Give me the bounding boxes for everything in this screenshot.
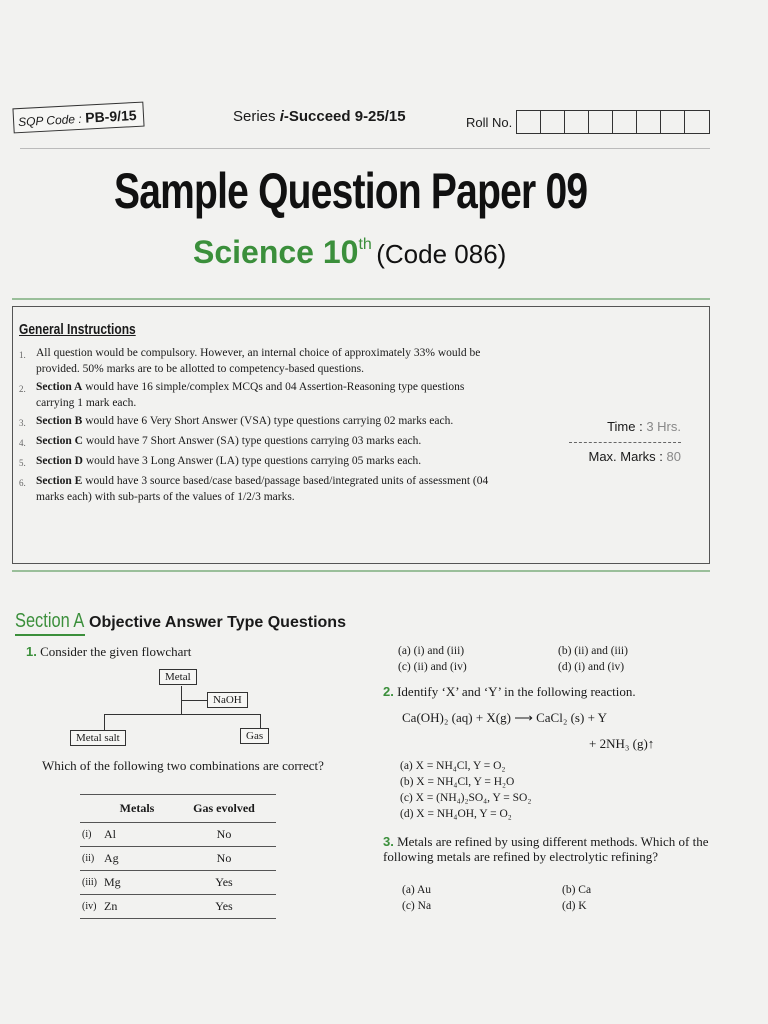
option-b: (b) X = NH₄Cl, Y = H₂O	[400, 776, 515, 788]
instruction-item: 6. Section E would have 3 source based/case based/passage based/integrated units of assessment (04 marks each) with sub-parts of the values of 1/2/3 marks.	[19, 475, 489, 503]
table-row: (iii) Mg Yes	[80, 871, 276, 895]
option-b: (b) (ii) and (iii)	[558, 645, 628, 657]
sqp-code-value: PB-9/15	[84, 106, 137, 126]
option-c: (c) (ii) and (iv)	[398, 661, 467, 673]
question-2-options	[400, 758, 700, 822]
instruction-item: 2. Section A would have 16 simple/complex MCQs and 04 Assertion-Reasoning type questions carrying 1 mark each.	[19, 381, 465, 409]
table-row: (i) Al No	[80, 823, 276, 847]
sqp-code-box	[12, 102, 144, 134]
question-1: 1. Consider the given flowchart	[26, 644, 192, 659]
instructions-heading: General Instructions	[19, 321, 136, 338]
option-b: (b) Ca	[562, 884, 592, 896]
question-3: 3. Metals are refined by using different methods. Which of the following metals are refined by electrolytic refining?	[383, 834, 709, 864]
roll-number-boxes	[516, 110, 710, 134]
section-heading	[15, 610, 346, 633]
option-c: (c) X = (NH₄)₂SO₄, Y = SO₂	[400, 792, 532, 804]
option-a: (a) X = NH₄Cl, Y = O₂	[400, 760, 506, 772]
flow-naoh: NaOH	[207, 692, 248, 708]
instruction-item: 4. Section C would have 7 Short Answer (SA) type questions carrying 03 marks each.	[19, 435, 422, 448]
question-2: 2. Identify ‘X’ and ‘Y’ in the following reaction.	[383, 684, 636, 699]
flow-metal: Metal	[159, 669, 197, 685]
header-divider	[20, 148, 710, 149]
sqp-code-label: SQP Code :	[17, 111, 83, 130]
metals-table	[80, 794, 276, 919]
option-d: (d) (i) and (iv)	[558, 661, 625, 673]
section-title: Objective Answer Type Questions	[89, 614, 346, 631]
general-instructions-box	[12, 298, 710, 572]
section-label: Section A	[15, 610, 85, 632]
option-d: (d) K	[562, 900, 587, 912]
question-1-stem: Which of the following two combinations are correct?	[42, 758, 324, 773]
instruction-item: 3. Section B would have 6 Very Short Answer (VSA) type questions carrying 02 marks each.	[19, 415, 454, 428]
subject-heading: Science 10th (Code 086)	[193, 234, 507, 270]
flow-metal-salt: Metal salt	[70, 730, 126, 746]
option-c: (c) Na	[402, 900, 432, 912]
page-title: Sample Question Paper 09	[114, 163, 588, 219]
roll-number-label: Roll No.	[466, 114, 513, 130]
question-1-options	[398, 643, 698, 675]
time-allowed: Time : 3 Hrs.	[607, 419, 681, 434]
instruction-item: 5. Section D would have 3 Long Answer (LA) type questions carrying 05 marks each.	[19, 455, 422, 468]
instructions-list	[19, 345, 499, 507]
table-row: (ii) Ag No	[80, 847, 276, 871]
option-a: (a) Au	[402, 884, 432, 896]
col-gas-evolved: Gas evolved	[172, 795, 276, 823]
flow-gas: Gas	[240, 728, 269, 744]
series-label: Series i-Succeed 9-25/15	[233, 108, 406, 125]
reaction-equation-line-1: Ca(OH)₂ (aq) + X(g) ⟶ CaCl₂ (s) + Y	[402, 710, 608, 725]
table-row: (iv) Zn Yes	[80, 895, 276, 919]
col-metals: Metals	[102, 795, 172, 823]
option-d: (d) X = NH₄OH, Y = O₂	[400, 808, 512, 820]
question-3-options	[402, 882, 702, 914]
time-marks-box	[569, 419, 681, 464]
max-marks: Max. Marks : 80	[588, 449, 681, 464]
option-a: (a) (i) and (iii)	[398, 645, 465, 657]
reaction-equation-line-2: + 2NH₃ (g)↑	[589, 736, 655, 751]
instruction-item: 1. All question would be compulsory. However, an internal choice of approximately 33% would be provided. 50% marks are to be allotted to competency-based questions.	[19, 347, 481, 375]
roll-number	[466, 110, 710, 134]
